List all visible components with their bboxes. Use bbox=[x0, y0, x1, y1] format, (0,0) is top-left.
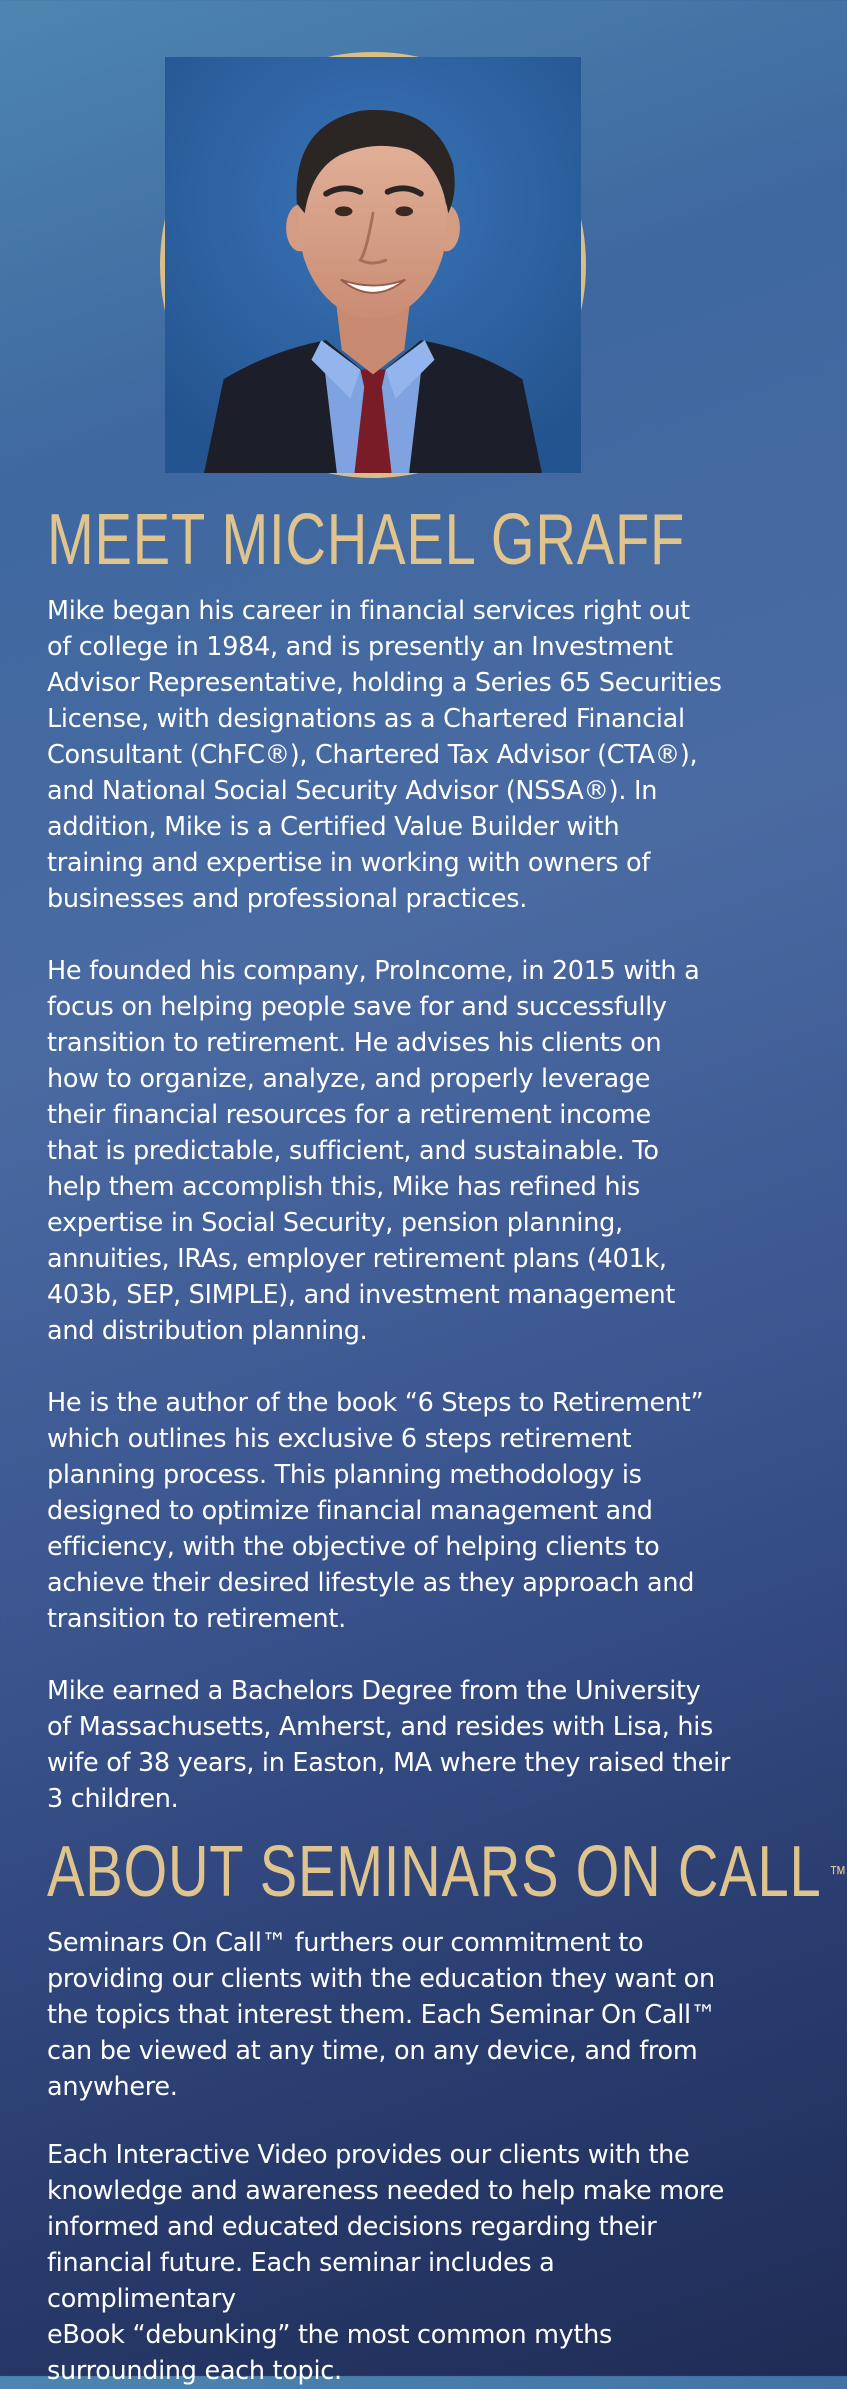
about-paragraph-video: Each Interactive Video provides our clients with the knowledge and awareness needed to help make more informed and educated decisions regarding their financial future. Each seminar includes a complimentary eBook “debunking” the most common myths surrounding each topic. bbox=[47, 2140, 725, 2386]
bio-paragraph-company: He founded his company, ProIncome, in 2015 with a focus on helping people save for and successfully transition to retirement. He advises his clients on how to organize, analyze, and properly leverage their financial resources for a retirement income that is predictable, sufficient, and sustainable. To help them accomplish this, Mike has refined his expertise in Social Security, pension planning, annuities, IRAs, employer retirement plans (401k, 403b, SEP, SIMPLE), and investment management and distribution planning. bbox=[47, 956, 700, 1346]
about-heading bbox=[47, 1832, 847, 1912]
profile-heading: MEET MICHAEL GRAFF bbox=[47, 500, 686, 580]
bio-paragraph-book: He is the author of the book “6 Steps to Retirement” which outlines his exclusive 6 steps retirement planning process. This planning methodology is designed to optimize financial management and efficiency, with the objective of helping clients to achieve their desired lifestyle as they approach and transition to retirement. bbox=[47, 1388, 704, 1634]
bio-paragraph-education: Mike earned a Bachelors Degree from the University of Massachusetts, Amherst, and resides with Lisa, his wife of 38 years, in Easton, MA where they raised their 3 children. bbox=[47, 1676, 731, 1814]
bio-paragraph-career: Mike began his career in financial services right out of college in 1984, and is presently an Investment Advisor Representative, holding a Series 65 Securities License, with designations as a Chartered Financial Consultant (ChFC®), Chartered Tax Advisor (CTA®), and National Social Security Advisor (NSSA®). In addition, Mike is a Certified Value Builder with training and expertise in working with owners of businesses and professional practices. bbox=[47, 596, 722, 914]
portrait-illustration bbox=[165, 57, 581, 473]
portrait-photo bbox=[160, 52, 586, 478]
trademark-symbol: ™ bbox=[829, 1861, 847, 1886]
about-paragraph-commitment: Seminars On Call™ furthers our commitment to providing our clients with the education they want on the topics that interest them. Each Seminar On Call™ can be viewed at any time, on any device, and from anywhere. bbox=[47, 1928, 717, 2102]
about-heading-text: ABOUT SEMINARS ON CALL bbox=[47, 1832, 822, 1912]
